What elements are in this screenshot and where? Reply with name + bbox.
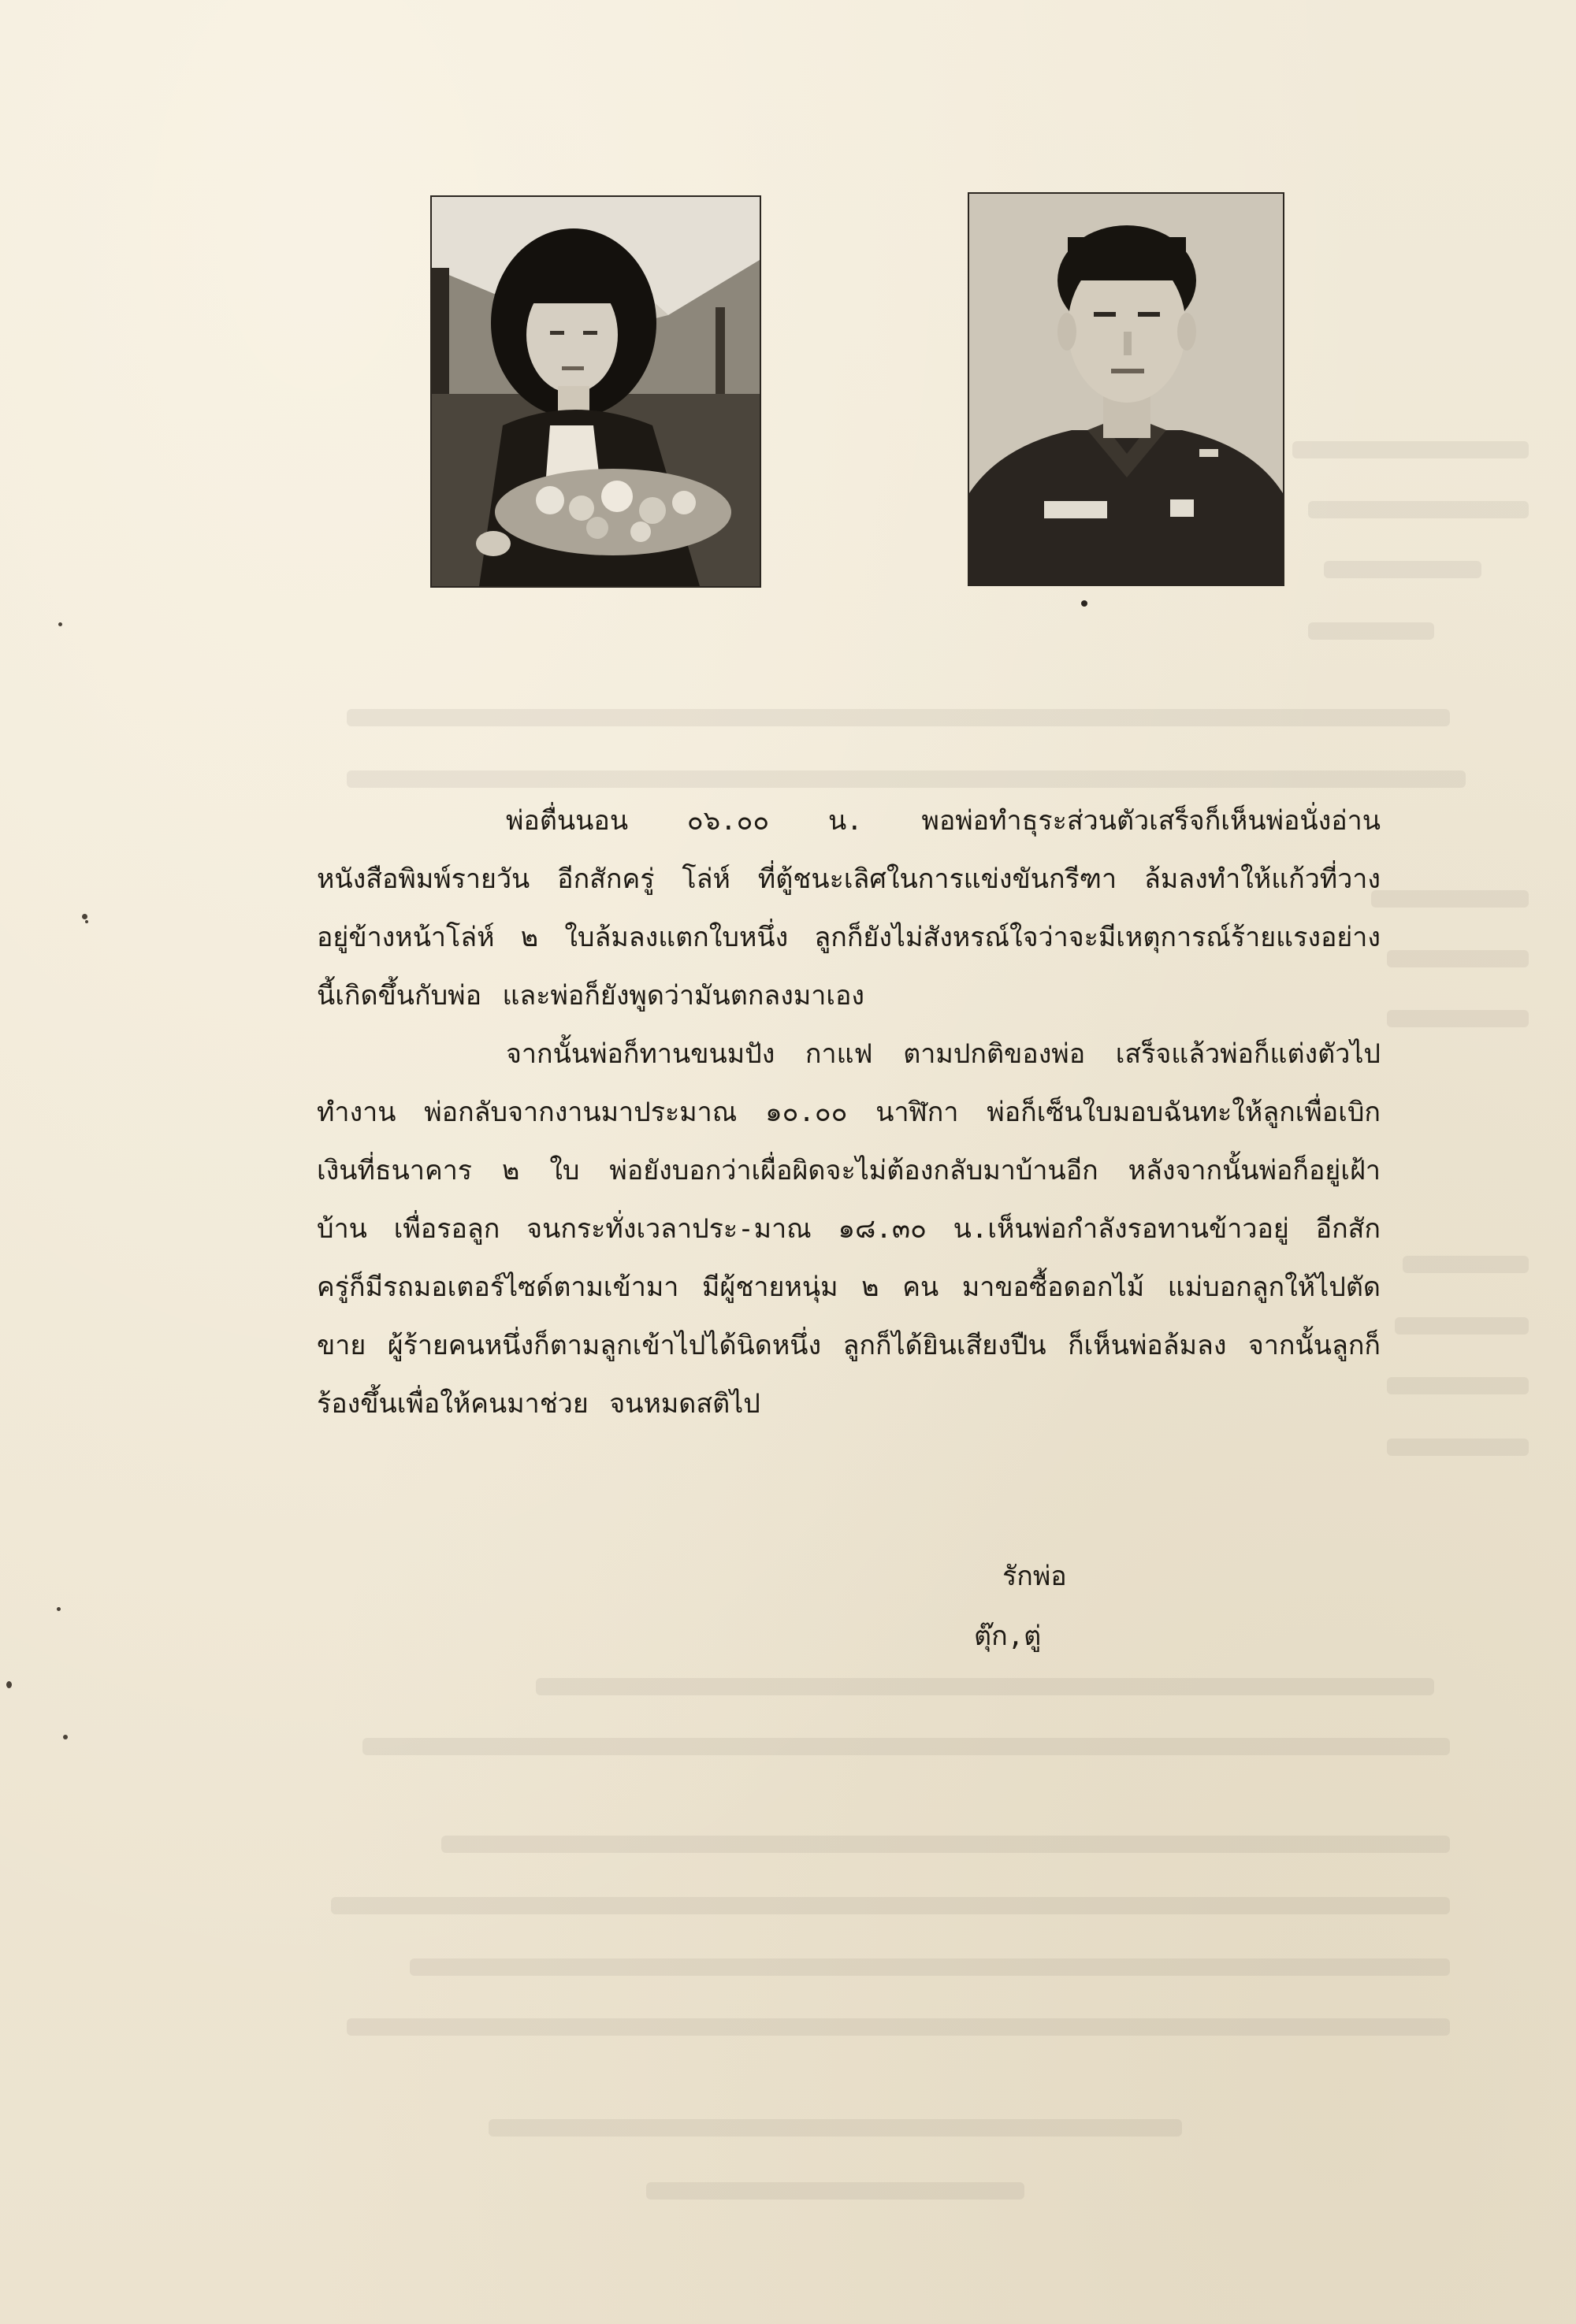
paper-speck [82,914,87,919]
man-portrait-image [969,194,1283,585]
paper-speck [63,1735,68,1739]
closing-line: รักพ่อ [1002,1561,1067,1592]
signature: ตุ๊ก,ตู่ [974,1620,1042,1652]
photo-man-portrait [968,192,1284,586]
paper-speck [6,1681,12,1688]
paragraph-2: จากนั้นพ่อก็ทานขนมปัง กาแฟ ตามปกติของพ่อ เสร็จแล้วพ่อก็แต่งตัวไปทำงาน พ่อกลับจากงานมาประมาณ ๑๐.๐๐ นาฬิกา พ่อก็เซ็นใบมอบฉันทะให้ลูกเพื่อเบิกเงินที่ธนาคาร ๒ ใบ พ่อยังบอกว่าเผื่อผิดจะไม่ต้องกลับมาบ้านอีก หลังจากนั้นพ่อก็อยู่เฝ้าบ้าน เพื่อรอลูก จนกระทั่งเวลาประ-มาณ ๑๘.๓๐ น.เห็นพ่อกำลังรอทานข้าวอยู่ อีกสักครู่ก็มีรถมอเตอร์ไซด์ตามเข้ามา มีผู้ชายหนุ่ม ๒ คน มาขอซื้อดอกไม้ แม่บอกลูกให้ไปตัดขาย ผู้ร้ายคนหนึ่งก็ตามลูกเข้าไปได้นิดหนึ่ง ลูกก็ได้ยินเสียงปืน ก็เห็นพ่อล้มลง จากนั้นลูกก็ร้องขึ้นเพื่อให้คนมาช่วย จนหมดสติไป [317,1038,1381,1420]
paper-speck [57,1607,61,1611]
woman-portrait-image [432,197,760,586]
paper-speck [58,622,62,626]
ink-dot [1081,600,1087,607]
paragraph-1: พ่อตื่นนอน ๐๖.๐๐ น. พอพ่อทำธุระส่วนตัวเสร็จก็เห็นพ่อนั่งอ่านหนังสือพิมพ์รายวัน อีกสักครู่ โล่ห์ ที่ตู้ชนะเลิศในการแข่งขันกรีฑา ล้มลงทำให้แก้วที่วางอยู่ข้างหน้าโล่ห์ ๒ ใบล้มลงแตกใบหนึ่ง ลูกก็ยังไม่สังหรณ์ใจว่าจะมีเหตุการณ์ร้ายแรงอย่างนี้เกิดขึ้นกับพ่อ และพ่อก็ยังพูดว่ามันตกลงมาเอง [317,805,1381,1012]
photo-woman-portrait [430,195,761,588]
paper-speck [85,920,88,923]
letter-body [317,792,1381,1433]
